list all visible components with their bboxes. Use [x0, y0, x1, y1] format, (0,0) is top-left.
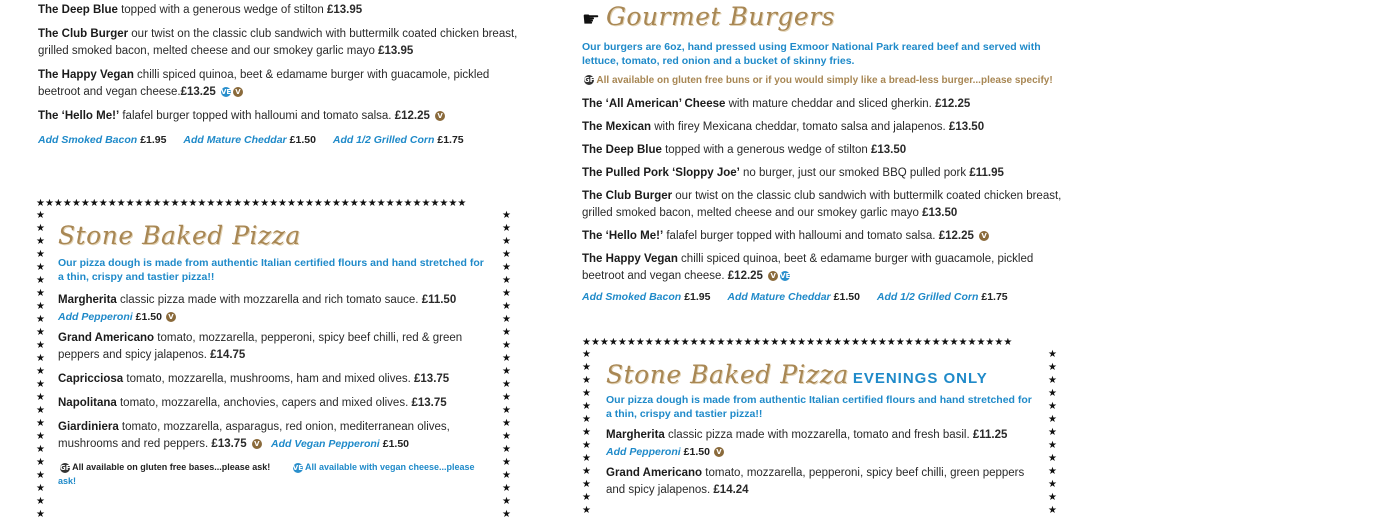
note-text: All available on gluten free buns or if you would simply like a bread-less burger...please specify!	[596, 75, 1053, 86]
addon-label: Add Mature Cheddar	[183, 134, 287, 146]
star-border-left: ★★★★★★★★★★★★★	[582, 349, 591, 516]
item-name: The ‘All American’ Cheese	[582, 98, 726, 110]
menu-item	[58, 330, 488, 364]
item-name: The Pulled Pork ‘Sloppy Joe’	[582, 167, 740, 179]
menu-item	[38, 2, 518, 19]
star-border-right: ★★★★★★★★★★★★★	[1048, 349, 1057, 516]
item-name: Margherita	[58, 294, 117, 306]
section-intro: Our pizza dough is made from authentic Italian certified flours and hand stretched for a thin, crispy and tastier pizza!!	[58, 257, 484, 283]
addon-price: £1.50	[135, 311, 162, 323]
item-name: The Deep Blue	[38, 4, 118, 16]
item-desc: no burger, just our smoked BBQ pulled pork	[739, 167, 970, 179]
item-name: Giardiniera	[58, 421, 119, 433]
addon-price: £1.50	[382, 438, 410, 450]
menu-item	[38, 26, 518, 60]
item-price: £12.25	[935, 98, 971, 110]
addon-price: £1.75	[981, 291, 1008, 303]
item-desc: classic pizza made with mozzarella, tomato and fresh basil.	[664, 429, 973, 441]
vegetarian-icon: V	[252, 439, 262, 449]
addons-row	[38, 132, 518, 148]
item-name: Grand Americano	[58, 332, 155, 344]
star-border-left: ★★★★★★★★★★★★★★★★★★★★★★★★	[36, 210, 45, 519]
item-name: The Deep Blue	[582, 144, 662, 156]
item-price: £11.50	[421, 294, 457, 306]
item-price: £13.95	[326, 4, 363, 16]
menu-item	[582, 142, 1062, 159]
pointing-hand-icon: ☛	[582, 7, 600, 31]
item-price: £13.50	[948, 121, 985, 133]
item-price: £13.95	[378, 45, 414, 57]
vegetarian-icon: V	[714, 447, 724, 457]
item-desc: tomato, mozzarella, asparagus, red onion, mediterranean olives, mushrooms and red peppers.	[58, 421, 450, 450]
pizza-content-left	[58, 221, 488, 488]
vegetarian-icon: V	[979, 231, 989, 241]
menu-item	[606, 427, 1036, 460]
item-name: Margherita	[606, 429, 665, 441]
gluten-free-note	[582, 74, 1062, 88]
pizza-box-left	[36, 199, 512, 519]
item-name: The Club Burger	[38, 28, 129, 40]
item-price: £11.95	[969, 167, 1004, 179]
item-price: £13.50	[870, 144, 907, 156]
vegetarian-icon: V	[768, 271, 778, 281]
addon-label: Add Mature Cheddar	[727, 291, 831, 303]
item-name: The Mexican	[582, 121, 652, 133]
item-extra	[58, 309, 488, 325]
section-intro: Our pizza dough is made from authentic Italian certified flours and hand stretched for a thin, crispy and tastier pizza!!	[606, 394, 1032, 420]
menu-item	[58, 292, 488, 325]
section-intro: Our burgers are 6oz, hand pressed using Exmoor National Park reared beef and served with lettuce, tomato, red onion and a bucket of skinny fries.	[582, 41, 1041, 67]
menu-item	[38, 67, 518, 101]
item-desc: with firey Mexicana cheddar, tomato salsa and jalapenos.	[651, 121, 949, 133]
section-title: Stone Baked Pizza	[58, 221, 301, 250]
addon-price: £1.75	[437, 134, 464, 146]
gluten-free-icon: GF	[60, 463, 71, 472]
item-desc: falafel burger topped with halloumi and tomato salsa.	[119, 110, 395, 122]
item-name: Capricciosa	[58, 373, 124, 385]
item-price: £13.75	[211, 438, 247, 450]
menu-item	[582, 228, 1062, 245]
addon-price: £1.50	[683, 446, 710, 458]
star-border-right: ★★★★★★★★★★★★★★★★★★★★★★★★	[502, 210, 511, 519]
item-desc: tomato, mozzarella, mushrooms, ham and mixed olives.	[123, 373, 415, 385]
menu-item	[582, 188, 1062, 222]
item-desc: with mature cheddar and sliced gherkin.	[725, 98, 936, 110]
note-vegan: All available with vegan cheese...please ask!	[58, 462, 475, 486]
item-price: £14.24	[713, 484, 749, 496]
section-title: Gourmet Burgers	[605, 2, 836, 31]
item-price: £14.75	[210, 349, 246, 361]
item-price: £13.25	[180, 86, 216, 98]
item-desc: tomato, mozzarella, pepperoni, spicy beef chilli, green peppers and spicy jalapenos.	[606, 467, 1025, 496]
item-price: £12.25	[394, 110, 430, 122]
menu-item	[582, 119, 1062, 136]
menu-item	[58, 395, 488, 412]
item-name: Grand Americano	[606, 467, 703, 479]
item-price: £13.75	[411, 397, 447, 409]
addon-price: £1.95	[684, 291, 711, 303]
addon-label: Add 1/2 Grilled Corn	[876, 291, 979, 303]
addon-price: £1.50	[289, 134, 316, 146]
addons-row	[582, 289, 1062, 305]
item-price: £11.25	[972, 429, 1008, 441]
vegetarian-icon: V	[166, 312, 176, 322]
star-border-top: ★★★★★★★★★★★★★★★★★★★★★★★★★★★★★★★★★★★★★★★★★★★★★★★★	[36, 199, 467, 209]
item-desc: classic pizza made with mozzarella and rich tomato sauce.	[116, 294, 422, 306]
pizza-box-right	[582, 338, 1058, 518]
item-name: The Happy Vegan	[38, 69, 134, 81]
item-desc: falafel burger topped with halloumi and tomato salsa.	[663, 230, 939, 242]
item-desc: our twist on the classic club sandwich with buttermilk coated chicken breast, grilled smoked bacon, melted cheese and our smokey garlic mayo	[38, 28, 518, 57]
addon-label: Add Pepperoni	[606, 446, 681, 458]
vegan-icon: VE	[220, 87, 232, 96]
pizza-content-right	[606, 360, 1036, 506]
menu-item	[58, 371, 488, 388]
evenings-only-tag: EVENINGS ONLY	[852, 370, 988, 387]
item-desc: tomato, mozzarella, anchovies, capers and mixed olives.	[116, 397, 412, 409]
menu-item	[38, 108, 518, 125]
item-desc: chilli spiced quinoa, beet & edamame burger with guacamole, pickled beetroot and vegan cheese.	[38, 69, 490, 98]
item-name: Napolitana	[58, 397, 117, 409]
gourmet-header	[582, 2, 1062, 36]
menu-item	[582, 251, 1062, 285]
menu-item	[582, 165, 1062, 182]
item-desc: topped with a generous wedge of stilton	[117, 4, 327, 16]
vegetarian-icon: V	[233, 87, 243, 97]
item-name: The ‘Hello Me!’	[582, 230, 664, 242]
menu-item	[606, 465, 1036, 499]
item-extra	[606, 444, 1036, 460]
addon-label: Add Pepperoni	[58, 311, 133, 323]
item-desc: chilli spiced quinoa, beet & edamame burger with guacamole, pickled beetroot and vegan cheese.	[582, 253, 1034, 282]
star-border-top: ★★★★★★★★★★★★★★★★★★★★★★★★★★★★★★★★★★★★★★★★★★★★★★★★	[582, 338, 1013, 348]
vegan-icon: VE	[292, 463, 303, 472]
right-column	[582, 2, 1062, 305]
note-gluten-free: All available on gluten free bases...please ask!	[72, 462, 271, 472]
item-name: The Club Burger	[582, 190, 673, 202]
addon-label: Add Vegan Pepperoni	[271, 438, 380, 450]
addon-price: £1.95	[140, 134, 167, 146]
item-name: The ‘Hello Me!’	[38, 110, 120, 122]
item-price: £13.75	[414, 373, 450, 385]
item-price: £13.50	[922, 207, 958, 219]
item-desc: topped with a generous wedge of stilton	[661, 144, 871, 156]
section-title: Stone Baked Pizza	[606, 360, 849, 389]
vegetarian-icon: V	[435, 111, 445, 121]
left-column	[38, 2, 518, 148]
menu-item	[58, 419, 488, 453]
addon-label: Add Smoked Bacon	[582, 291, 682, 303]
addon-label: Add 1/2 Grilled Corn	[332, 134, 435, 146]
gluten-free-icon: GF	[584, 76, 595, 85]
pizza-notes	[58, 460, 488, 488]
item-name: The Happy Vegan	[582, 253, 678, 265]
item-desc: our twist on the classic club sandwich with buttermilk coated chicken breast, grilled smoked bacon, melted cheese and our smokey garlic mayo	[582, 190, 1062, 219]
vegan-icon: VE	[780, 271, 791, 280]
section-header	[606, 360, 1036, 389]
addon-price: £1.50	[833, 291, 860, 303]
item-price: £12.25	[938, 230, 974, 242]
addon-label: Add Smoked Bacon	[38, 134, 138, 146]
item-price: £12.25	[727, 270, 763, 282]
item-desc: tomato, mozzarella, pepperoni, spicy beef chilli, red & green peppers and spicy jalapenos.	[58, 332, 463, 361]
menu-item	[582, 96, 1062, 113]
